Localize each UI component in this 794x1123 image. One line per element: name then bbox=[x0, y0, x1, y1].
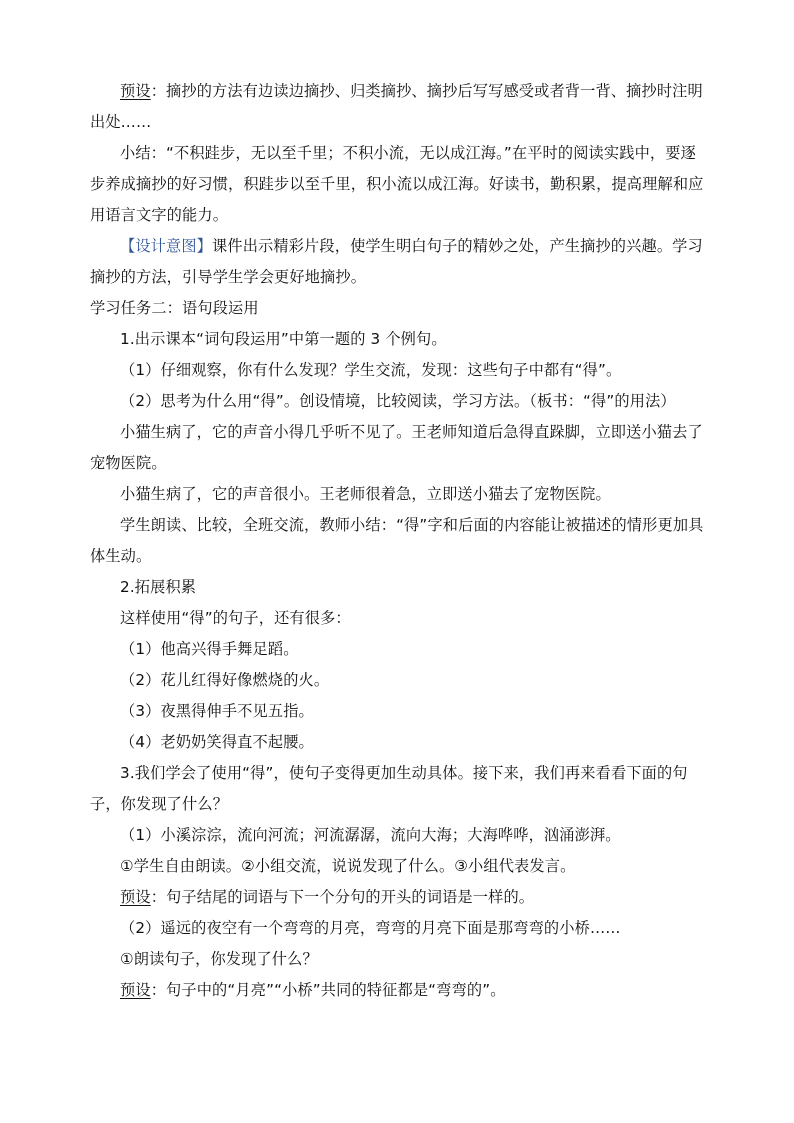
paragraph-text: ①学生自由朗读。②小组交流，说说发现了什么。③小组代表发言。 bbox=[120, 857, 576, 875]
paragraph-text: （2）遥远的夜空有一个弯弯的月亮，弯弯的月亮下面是那弯弯的小桥…… bbox=[120, 919, 621, 937]
paragraph-text: ：摘抄的方法有边读边摘抄、归类摘抄、摘抄后写写感受或者背一背、摘抄时注明出处…… bbox=[90, 82, 703, 131]
paragraph-text: 小猫生病了，它的声音很小。王老师很着急，立即送小猫去了宠物医院。 bbox=[120, 485, 611, 503]
label-underlined: 预设 bbox=[120, 888, 151, 906]
list-item bbox=[90, 634, 710, 665]
paragraph bbox=[90, 138, 710, 231]
paragraph-text: 这样使用“得”的句子，还有很多： bbox=[120, 609, 351, 627]
paragraph-text: （2）花儿红得好像燃烧的火。 bbox=[120, 671, 330, 689]
document-body bbox=[90, 76, 710, 1006]
paragraph-text: （1）仔细观察，你有什么发现？学生交流，发现：这些句子中都有“得”。 bbox=[120, 361, 622, 379]
section-heading bbox=[90, 293, 710, 324]
label-underlined: 预设 bbox=[120, 981, 151, 999]
paragraph-text: 3.我们学会了使用“得”，使句子变得更加生动具体。接下来，我们再来看看下面的句子，你发现了什么？ bbox=[90, 764, 688, 813]
paragraph-text: （1）他高兴得手舞足蹈。 bbox=[120, 640, 299, 658]
paragraph-text: 小结：“不积跬步，无以至千里；不积小流，无以成江海。”在平时的阅读实践中，要逐步养成摘抄的好习惯，积跬步以至千里，积小流以成江海。好读书，勤积累，提高理解和应用语言文字的能力。 bbox=[90, 144, 704, 224]
paragraph bbox=[90, 324, 710, 355]
paragraph bbox=[90, 758, 710, 820]
paragraph bbox=[90, 975, 710, 1006]
paragraph-text: ：句子结尾的词语与下一个分句的开头的词语是一样的。 bbox=[150, 888, 535, 906]
paragraph bbox=[90, 510, 710, 572]
paragraph bbox=[90, 603, 710, 634]
paragraph bbox=[90, 417, 710, 479]
paragraph bbox=[90, 944, 710, 975]
paragraph bbox=[90, 355, 710, 386]
list-item bbox=[90, 665, 710, 696]
list-item bbox=[90, 696, 710, 727]
paragraph-text: 学习任务二：语句段运用 bbox=[90, 299, 259, 317]
label-underlined: 预设 bbox=[120, 82, 151, 100]
paragraph-text: 课件出示精彩片段，使学生明白句子的精妙之处，产生摘抄的兴趣。学习摘抄的方法，引导学生学会更好地摘抄。 bbox=[90, 237, 703, 286]
paragraph bbox=[90, 851, 710, 882]
paragraph-text: 2.拓展积累 bbox=[120, 578, 197, 596]
paragraph-text: ：句子中的“月亮”“小桥”共同的特征都是“弯弯的”。 bbox=[150, 981, 506, 999]
design-intent-paragraph bbox=[90, 231, 710, 293]
paragraph bbox=[90, 386, 710, 417]
paragraph bbox=[90, 572, 710, 603]
paragraph-text: 1.出示课本“词句段运用”中第一题的 3 个例句。 bbox=[120, 330, 447, 348]
paragraph-text: （1）小溪淙淙，流向河流；河流潺潺，流向大海；大海哗哗，汹涌澎湃。 bbox=[120, 826, 621, 844]
paragraph-text: （3）夜黑得伸手不见五指。 bbox=[120, 702, 314, 720]
paragraph bbox=[90, 882, 710, 913]
paragraph bbox=[90, 913, 710, 944]
design-intent-label: 【设计意图】 bbox=[120, 237, 213, 255]
paragraph bbox=[90, 820, 710, 851]
paragraph-text: （2）思考为什么用“得”。创设情境，比较阅读，学习方法。（板书：“得”的用法） bbox=[120, 392, 676, 410]
paragraph bbox=[90, 76, 710, 138]
paragraph-text: 小猫生病了，它的声音小得几乎听不见了。王老师知道后急得直跺脚，立即送小猫去了宠物医院。 bbox=[90, 423, 703, 472]
list-item bbox=[90, 727, 710, 758]
paragraph-text: （4）老奶奶笑得直不起腰。 bbox=[120, 733, 314, 751]
paragraph bbox=[90, 479, 710, 510]
paragraph-text: ①朗读句子，你发现了什么？ bbox=[120, 950, 318, 968]
paragraph-text: 学生朗读、比较，全班交流，教师小结：“得”字和后面的内容能让被描述的情形更加具体生动。 bbox=[90, 516, 704, 565]
